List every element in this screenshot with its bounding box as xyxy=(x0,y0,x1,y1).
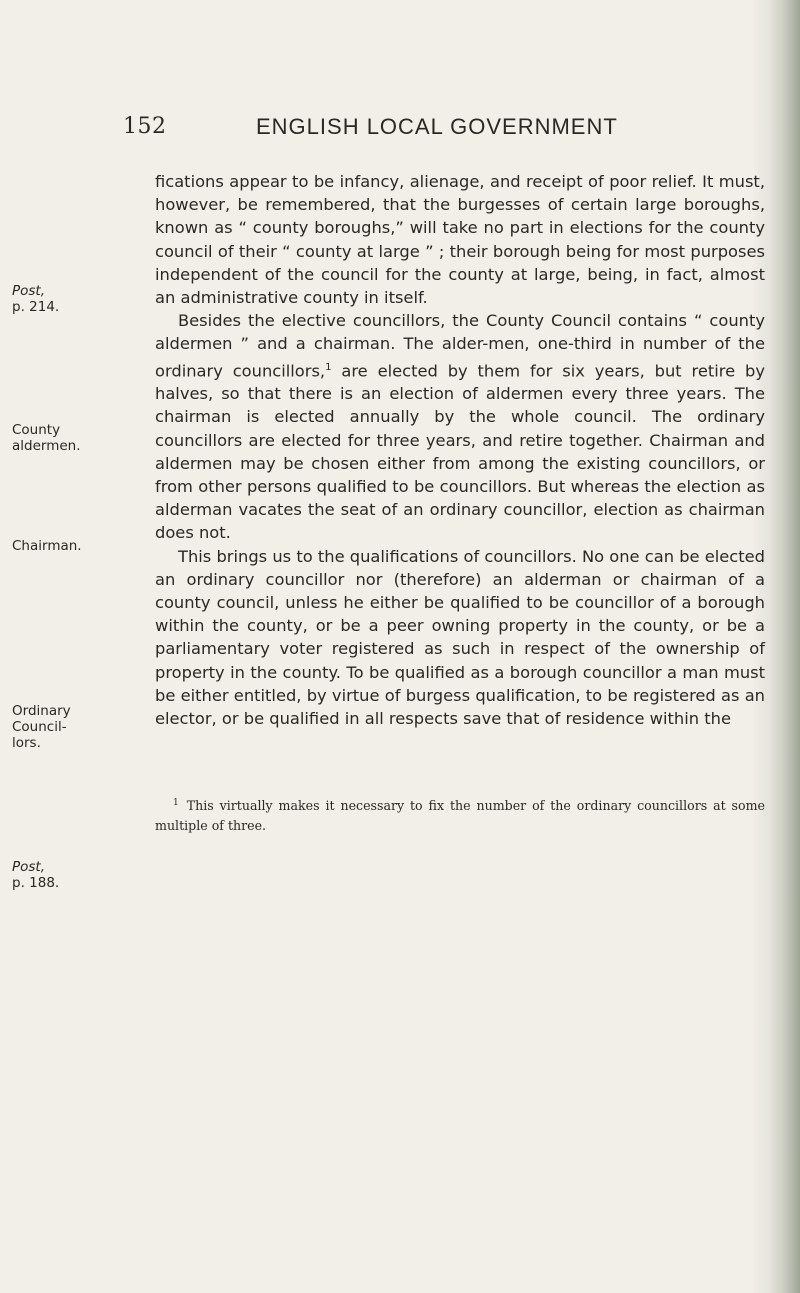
paragraph-3: This brings us to the qualifications of councillors. No one can be elected an ordinary councillor nor (therefore) an alderman or chairman of a county council, unless he either be qualified to be councillor of a borough within the county, or be a peer owning property in the county, or be a parliamentary voter registered as such in respect of the ownership of property in the county. To be qualified as a borough councillor a man must be either entitled, by virtue of burgess qualification, to be registered as an elector, or be qualified in all respects save that of residence within the xyxy=(155,546,765,729)
margin-note-line: Chairman. xyxy=(12,538,82,554)
margin-note-line: Council- xyxy=(12,719,67,735)
margin-note-ordinary-councillors xyxy=(12,703,132,751)
margin-note-county-aldermen xyxy=(12,422,132,454)
margin-note-line: Post, xyxy=(12,859,46,875)
margin-note-line: p. 188. xyxy=(12,875,60,891)
footnote-text: This virtually makes it necessary to fix the number of the ordinary councillors at some multiple of three. xyxy=(155,798,765,834)
footnote xyxy=(155,793,765,836)
body-text xyxy=(155,170,765,730)
margin-note-post-214 xyxy=(12,283,132,315)
margin-note-line: County xyxy=(12,422,61,438)
running-title: ENGLISH LOCAL GOVERNMENT xyxy=(256,114,618,139)
page-number: 152 xyxy=(123,114,167,139)
footnote-mark: 1 xyxy=(173,798,179,808)
margin-note-chairman xyxy=(12,538,132,554)
running-head xyxy=(123,114,763,144)
margin-note-post-188 xyxy=(12,859,132,891)
paragraph-2 xyxy=(155,309,765,544)
margin-note-line: Post, xyxy=(12,283,46,299)
paragraph-2-text: Besides the elective councillors, the County Council contains “ county aldermen ” and a chairman. The alder-men, one-third in number of the ordinary councillors, xyxy=(155,311,765,381)
margin-note-line: lors. xyxy=(12,735,41,751)
margin-note-line: aldermen. xyxy=(12,438,81,454)
paragraph-2-text-continued: are elected by them for six years, but retire by halves, so that there is an election of aldermen every three years. The chairman is elected annually by the whole council. The ordinary councillors are elected for three years, and retire together. Chairman and aldermen may be chosen either from among the existing councillors, or from other persons qualified to be councillors. But whereas the election as alderman vacates the seat of an ordinary councillor, election as chairman does not. xyxy=(155,361,765,543)
footnote-reference: 1 xyxy=(325,361,332,373)
paragraph-1: fications appear to be infancy, alienage, and receipt of poor relief. It must, however, be remembered, that the burgesses of certain large boroughs, known as “ county boroughs,” will take no part in elections for the county council of their “ county at large ” ; their borough being for most purposes independent of the council for the county at large, being, in fact, almost an administrative county in itself. xyxy=(155,172,765,308)
margin-note-line: Ordinary xyxy=(12,703,71,719)
margin-note-line: p. 214. xyxy=(12,299,60,315)
